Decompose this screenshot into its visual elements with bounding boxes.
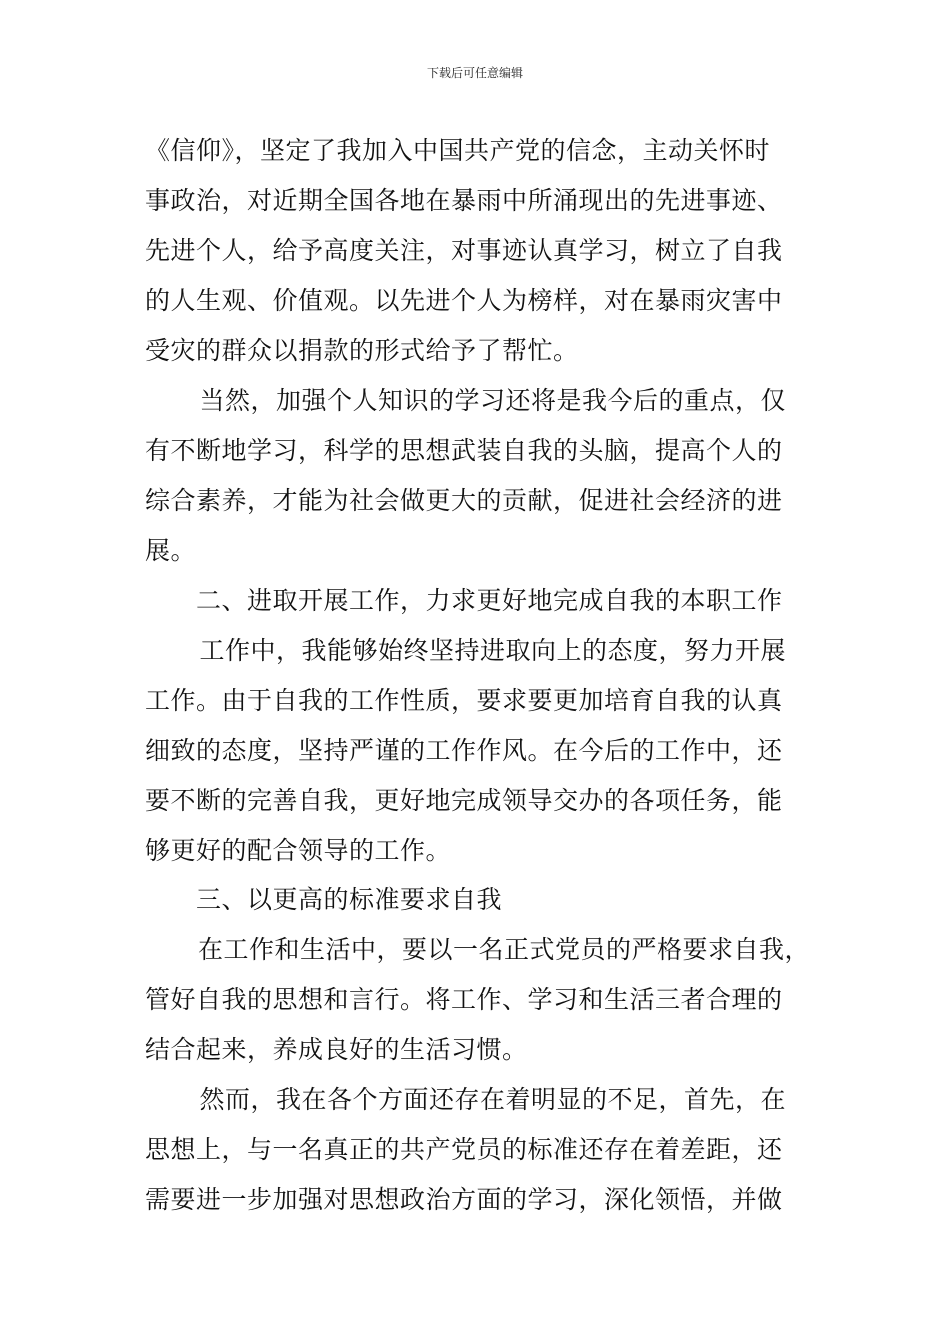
body-line: 当然，加强个人知识的学习还将是我今后的重点，仅	[174, 386, 787, 415]
body-line: 需要进一步加强对思想政治方面的学习，深化领悟，并做	[145, 1185, 783, 1214]
body-line: 工作。由于自我的工作性质，要求要更加培育自我的认真	[145, 686, 783, 715]
body-line: 够更好的配合领导的工作。	[145, 836, 452, 865]
body-line: 展。	[145, 536, 197, 565]
body-line: 工作中，我能够始终坚持进取向上的态度，努力开展	[174, 636, 787, 665]
body-line: 然而，我在各个方面还存在着明显的不足，首先，在	[174, 1085, 787, 1114]
body-line: 思想上，与一名真正的共产党员的标准还存在着差距，还	[145, 1135, 783, 1164]
body-line: 结合起来，养成良好的生活习惯。	[145, 1035, 528, 1064]
body-line: 管好自我的思想和言行。将工作、学习和生活三者合理的	[145, 985, 783, 1014]
body-line: 受灾的群众以捐款的形式给予了帮忙。	[145, 336, 579, 365]
section-heading: 三、以更高的标准要求自我	[196, 885, 503, 914]
body-line: 先进个人，给予高度关注，对事迹认真学习，树立了自我	[145, 236, 783, 265]
body-line: 在工作和生活中，要以一名正式党员的严格要求自我，	[198, 935, 811, 964]
body-line: 细致的态度，坚持严谨的工作作风。在今后的工作中，还	[145, 736, 783, 765]
body-line: 综合素养，才能为社会做更大的贡献，促进社会经济的进	[145, 486, 783, 515]
section-heading: 二、进取开展工作，力求更好地完成自我的本职工作	[196, 586, 783, 615]
body-line: 事政治，对近期全国各地在暴雨中所涌现出的先进事迹、	[145, 186, 783, 215]
body-line: 有不断地学习，科学的思想武装自我的头脑，提高个人的	[145, 436, 783, 465]
body-line: 的人生观、价值观。以先进个人为榜样，对在暴雨灾害中	[145, 286, 783, 315]
body-line: 要不断的完善自我，更好地完成领导交办的各项任务，能	[145, 786, 783, 815]
body-line: 《信仰》，坚定了我加入中国共产党的信念，主动关怀时	[145, 136, 771, 165]
page-header: 下载后可任意编辑	[426, 66, 523, 80]
